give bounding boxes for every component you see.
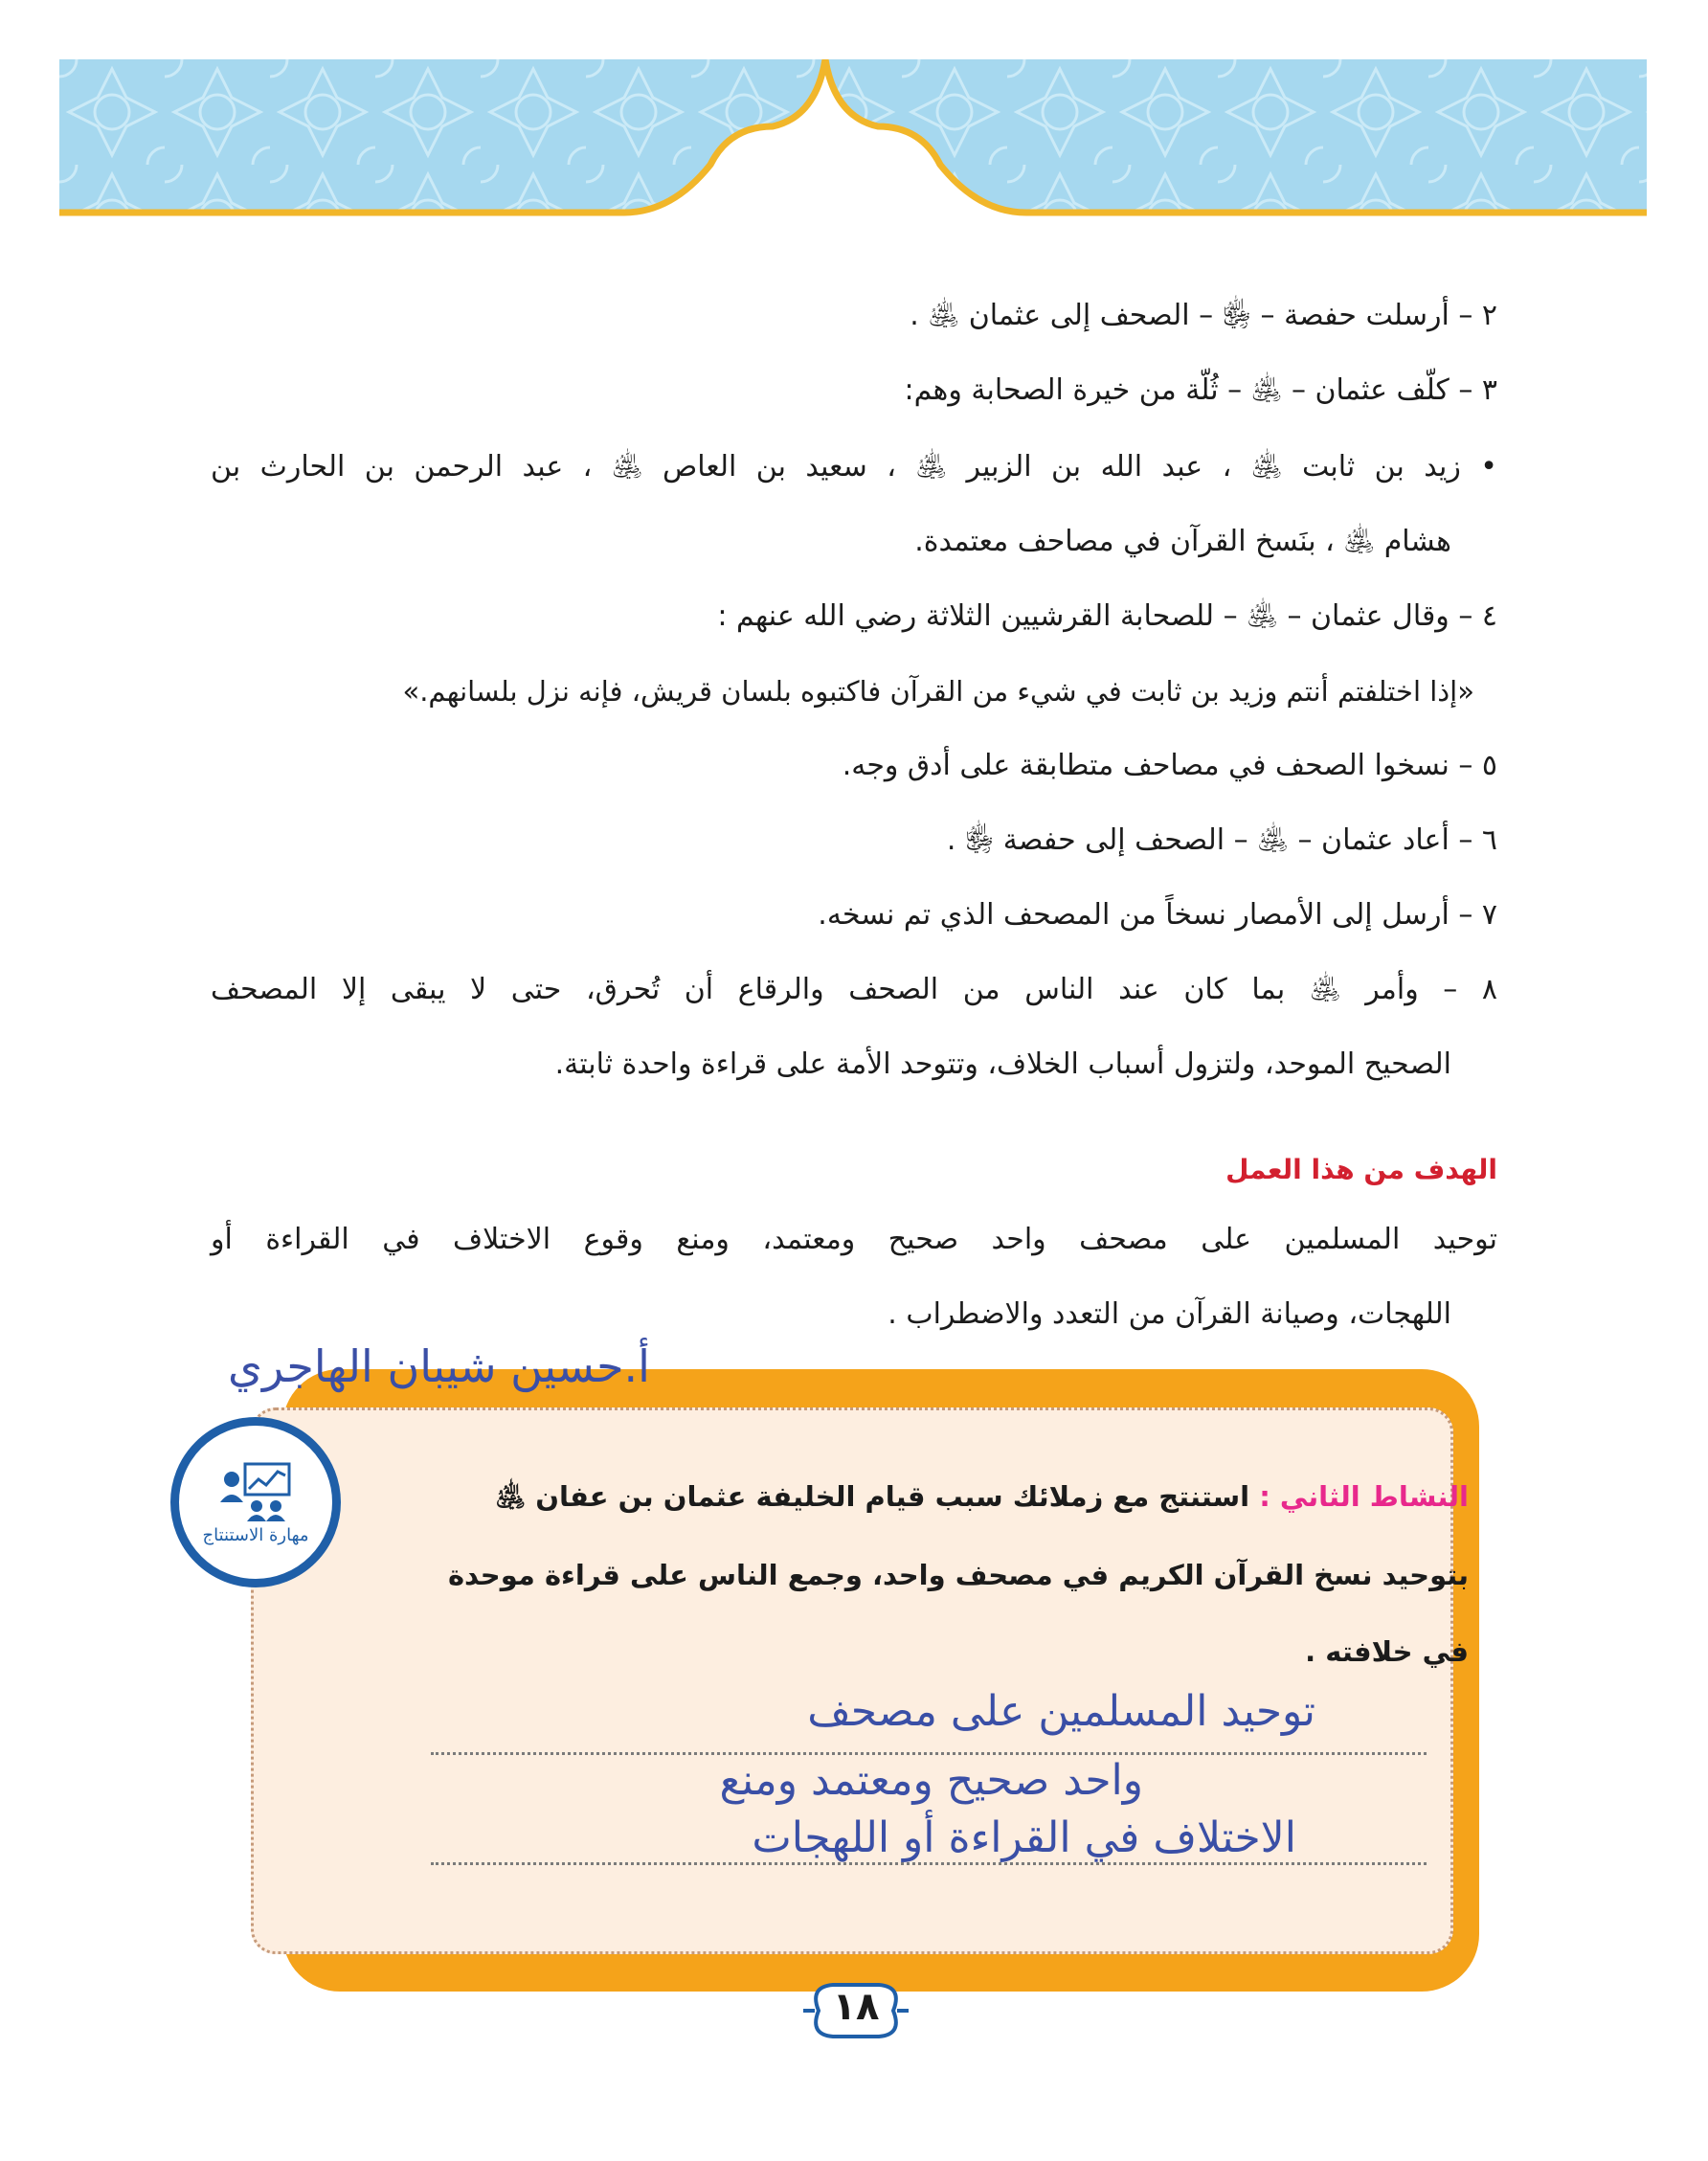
uthman-quote: «إذا اختلفتم أنتم وزيد بن ثابت في شيء من القرآن فاكتبوه بلسان قريش، فإنه نزل بلسانهم.» (402, 675, 1474, 708)
page-number-text: ١٨ (832, 1985, 880, 2029)
point-8-line1: ٨ – وأمر ﵁ بما كان عند الناس من الصحف والرقاع أن تُحرق، حتى لا يبقى إلا المصحف (211, 973, 1497, 1006)
answer-line1[interactable]: توحيد المسلمين على مصحف (807, 1687, 1315, 1736)
skill-badge (170, 1417, 341, 1587)
point-6: ٦ – أعاد عثمان – ﵁ – الصحف إلى حفصة ﵂ . (946, 823, 1497, 857)
header-banner (59, 59, 1647, 241)
goal-heading: الهدف من هذا العمل (1225, 1154, 1497, 1185)
point-5: ٥ – نسخوا الصحف في مصاحف متطابقة على أدق وجه. (842, 749, 1497, 782)
activity-question-line2: بتوحيد نسخ القرآن الكريم في مصحف واحد، وجمع الناس على قراءة موحدة (447, 1559, 1469, 1591)
companions-list-line2: هشام ﵁ ، بنَسخ القرآن في مصاحف معتمدة. (914, 525, 1451, 558)
activity-label: النشاط الثاني : (1259, 1480, 1469, 1513)
badge-label: مهارة الاستنتاج (202, 1524, 309, 1545)
activity-question-line1 (495, 1477, 1469, 1516)
handwritten-signature: أ.حسين شيبان الهاجري (228, 1340, 650, 1392)
answer-line2[interactable]: واحد صحيح ومعتمد ومنع (719, 1756, 1143, 1805)
point-7: ٧ – أرسل إلى الأمصار نسخاً من المصحف الذي تم نسخه. (818, 898, 1497, 932)
activity-question-line3: في خلافته . (1305, 1635, 1469, 1668)
activity-question-text: استنتج مع زملائك سبب قيام الخليفة عثمان بن عفان ﵁ (495, 1480, 1250, 1513)
point-3: ٣ – كلّف عثمان – ﵁ – ثُلّة من خيرة الصحابة وهم: (904, 373, 1497, 407)
companions-list-line1: • زيد بن ثابت ﵁ ، عبد الله بن الزبير ﵁ ، سعيد بن العاص ﵁ ، عبد الرحمن بن الحارث بن (211, 450, 1497, 484)
answer-line3[interactable]: الاختلاف في القراءة أو اللهجات (752, 1813, 1296, 1862)
answer-rule2 (431, 1862, 1427, 1865)
answer-rule1 (431, 1752, 1427, 1755)
page-number (799, 1977, 912, 2044)
arch-banner-graphic (59, 59, 1647, 241)
goal-text-line1: توحيد المسلمين على مصحف واحد صحيح ومعتمد، ومنع وقوع الاختلاف في القراءة أو (211, 1223, 1497, 1256)
point-2: ٢ – أرسلت حفصة – ﵂ – الصحف إلى عثمان ﵁ . (910, 299, 1497, 332)
point-4: ٤ – وقال عثمان – ﵁ – للصحابة القرشيين الثلاثة رضي الله عنهم : (717, 599, 1497, 633)
point-8-line2: الصحيح الموحد، ولتزول أسباب الخلاف، وتتوحد الأمة على قراءة واحدة ثابتة. (554, 1047, 1451, 1081)
presentation-icon (218, 1460, 293, 1521)
goal-text-line2: اللهجات، وصيانة القرآن من التعدد والاضطراب . (888, 1297, 1451, 1331)
